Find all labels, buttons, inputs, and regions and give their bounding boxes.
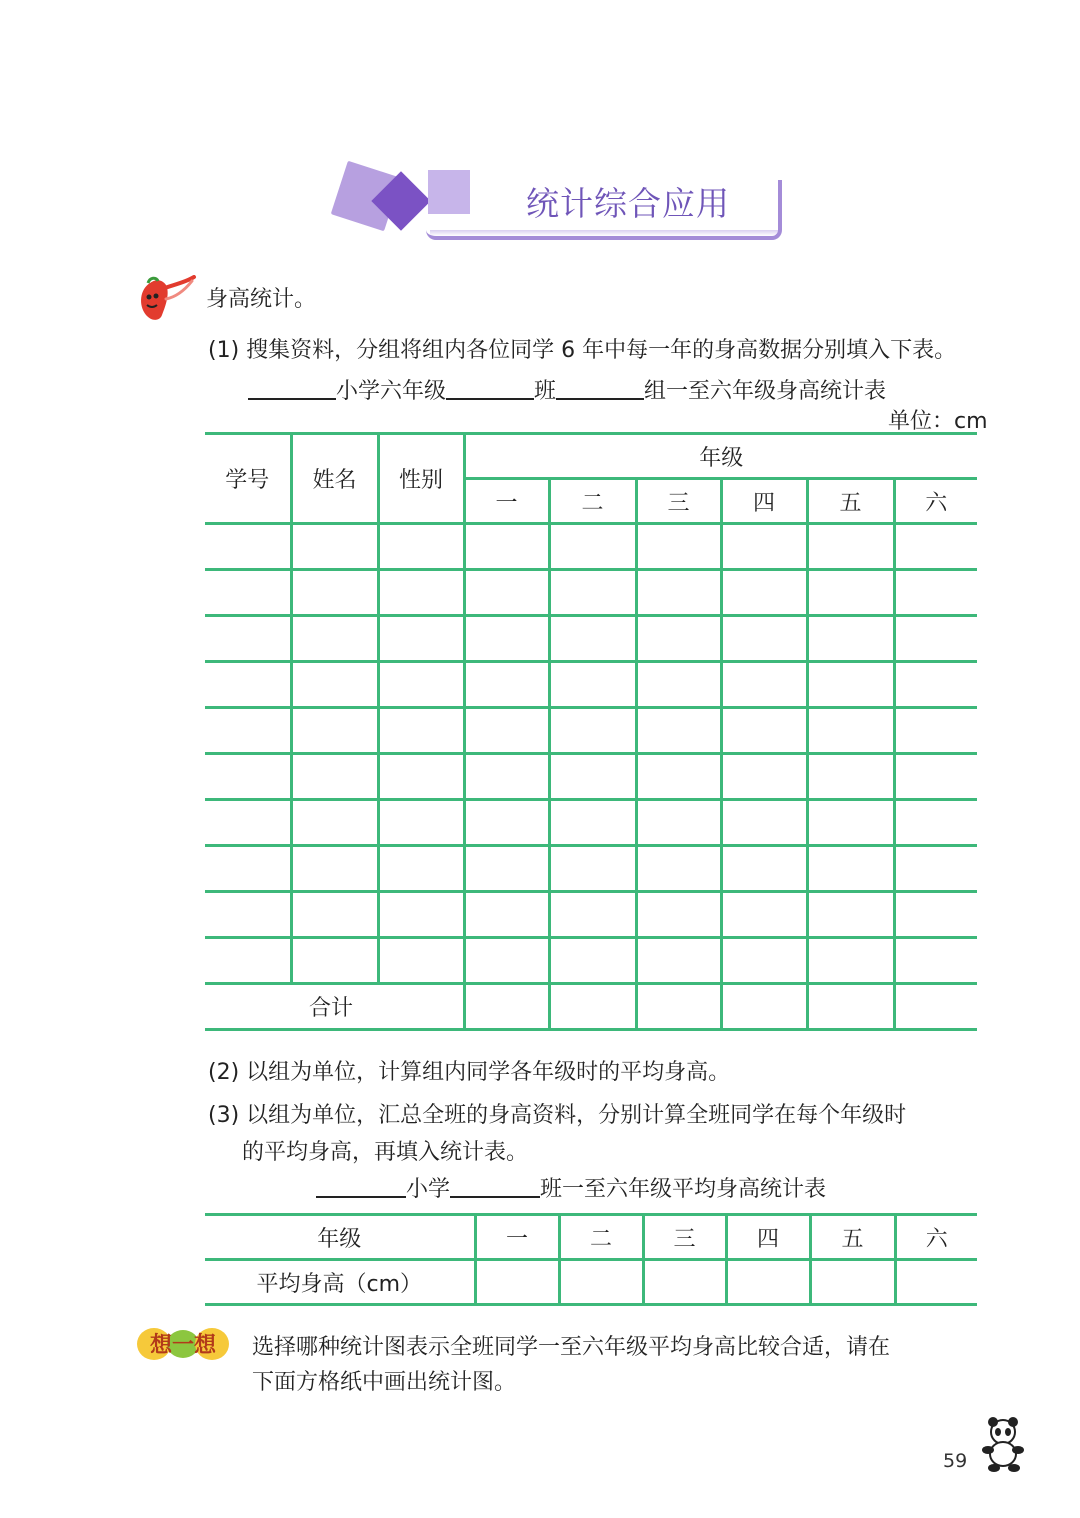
table-cell[interactable] [205, 754, 291, 800]
table-row [205, 616, 977, 662]
table-cell[interactable] [721, 846, 807, 892]
table-cell[interactable] [810, 1260, 895, 1305]
table-cell[interactable] [636, 524, 721, 570]
table-cell[interactable] [721, 708, 807, 754]
table-cell[interactable] [205, 708, 291, 754]
table-cell[interactable] [807, 616, 894, 662]
header-grade-1: 一 [475, 1215, 559, 1260]
table-cell[interactable] [378, 846, 464, 892]
caption-text: 班 [534, 379, 557, 404]
table-cell[interactable] [549, 846, 636, 892]
table-cell[interactable] [721, 524, 807, 570]
table-cell[interactable] [636, 708, 721, 754]
total-row [205, 984, 977, 1030]
table-cell[interactable] [464, 570, 549, 616]
table-cell[interactable] [549, 708, 636, 754]
table-cell[interactable] [378, 616, 464, 662]
table-cell[interactable] [636, 662, 721, 708]
header-grade-5: 五 [807, 479, 894, 524]
caption-text: 小学 [406, 1177, 451, 1202]
table-cell[interactable] [636, 846, 721, 892]
table-cell[interactable] [807, 846, 894, 892]
table-cell[interactable] [291, 800, 378, 846]
section-banner [330, 160, 790, 250]
table1-unit: 单位：cm [888, 409, 988, 434]
height-record-table [205, 432, 977, 1031]
table-cell[interactable] [636, 938, 721, 984]
table-row [205, 846, 977, 892]
table-cell[interactable] [636, 892, 721, 938]
table-cell[interactable] [378, 892, 464, 938]
instruction-part-2: (2) 以组为单位，计算组内同学各年级时的平均身高。 [208, 1060, 731, 1085]
think-prompt-cont: 下面方格纸中画出统计图。 [252, 1370, 517, 1395]
table-cell[interactable] [894, 754, 977, 800]
table-cell[interactable] [205, 570, 291, 616]
table-row [205, 570, 977, 616]
table-cell[interactable] [464, 662, 549, 708]
total-label: 合计 [205, 984, 464, 1030]
table-row [205, 662, 977, 708]
table-cell[interactable] [378, 708, 464, 754]
table-cell[interactable] [464, 892, 549, 938]
header-grade-2: 二 [549, 479, 636, 524]
table-cell[interactable] [721, 938, 807, 984]
table-cell[interactable] [894, 708, 977, 754]
fill-blank-class[interactable] [446, 380, 534, 400]
chili-pepper-icon [136, 275, 198, 325]
fill-blank-school[interactable] [316, 1178, 406, 1198]
table-cell[interactable] [205, 800, 291, 846]
header-grade-5: 五 [810, 1215, 895, 1260]
header-grade-2: 二 [559, 1215, 643, 1260]
fill-blank-class[interactable] [450, 1178, 540, 1198]
header-grade-6: 六 [895, 1215, 977, 1260]
table-cell[interactable] [549, 800, 636, 846]
table-row [205, 754, 977, 800]
row-label-average-height: 平均身高（cm） [205, 1260, 475, 1305]
table-cell[interactable] [636, 984, 721, 1030]
table1-caption [248, 374, 886, 405]
table-row [205, 800, 977, 846]
table-cell[interactable] [549, 616, 636, 662]
table-cell[interactable] [549, 570, 636, 616]
fill-blank-group[interactable] [556, 380, 644, 400]
table-cell[interactable] [807, 662, 894, 708]
table-cell[interactable] [807, 800, 894, 846]
think-prompt: 选择哪种统计图表示全班同学一至六年级平均身高比较合适，请在 [252, 1335, 891, 1360]
table-row [205, 524, 977, 570]
question-title: 身高统计。 [206, 287, 317, 312]
header-grade-4: 四 [726, 1215, 810, 1260]
table-cell[interactable] [291, 708, 378, 754]
table-row [205, 938, 977, 984]
header-grade-3: 三 [643, 1215, 726, 1260]
table-cell[interactable] [894, 662, 977, 708]
table-cell[interactable] [636, 570, 721, 616]
table-cell[interactable] [894, 938, 977, 984]
header-grade-4: 四 [721, 479, 807, 524]
table-cell[interactable] [291, 570, 378, 616]
header-gender: 性别 [378, 434, 464, 524]
table-cell[interactable] [636, 616, 721, 662]
table-cell[interactable] [464, 984, 549, 1030]
table-cell[interactable] [894, 570, 977, 616]
table-cell[interactable] [205, 662, 291, 708]
table-cell[interactable] [721, 662, 807, 708]
table-cell[interactable] [894, 800, 977, 846]
table-cell[interactable] [895, 1260, 977, 1305]
table-cell[interactable] [894, 892, 977, 938]
table-cell[interactable] [807, 570, 894, 616]
table-cell[interactable] [807, 754, 894, 800]
table-cell[interactable] [205, 846, 291, 892]
table-cell[interactable] [205, 938, 291, 984]
average-height-table [205, 1213, 977, 1306]
table-cell[interactable] [378, 570, 464, 616]
table-cell[interactable] [643, 1260, 726, 1305]
table-cell[interactable] [721, 984, 807, 1030]
table-cell[interactable] [205, 524, 291, 570]
table-cell[interactable] [549, 984, 636, 1030]
table-cell[interactable] [378, 754, 464, 800]
table-cell[interactable] [378, 524, 464, 570]
table-cell[interactable] [721, 616, 807, 662]
table-cell[interactable] [807, 708, 894, 754]
caption-text: 组一至六年级身高统计表 [644, 379, 887, 404]
table-cell[interactable] [464, 616, 549, 662]
table-cell[interactable] [549, 524, 636, 570]
table-cell[interactable] [475, 1260, 559, 1305]
instruction-part-3-cont: 的平均身高，再填入统计表。 [242, 1140, 529, 1165]
table-cell[interactable] [464, 754, 549, 800]
table-row [205, 892, 977, 938]
instruction-part-3: (3) 以组为单位，汇总全班的身高资料，分别计算全班同学在每个年级时 [208, 1103, 907, 1128]
row-label-grade: 年级 [205, 1215, 475, 1260]
table-cell[interactable] [549, 662, 636, 708]
table-cell[interactable] [549, 892, 636, 938]
table-cell[interactable] [291, 846, 378, 892]
header-student-id: 学号 [205, 434, 291, 524]
think-badge-text: 想一想 [149, 1333, 217, 1358]
table-row [205, 708, 977, 754]
think-badge [136, 1326, 230, 1362]
table-cell[interactable] [291, 938, 378, 984]
page-title: 统计综合应用 [526, 184, 730, 223]
table-cell[interactable] [291, 524, 378, 570]
caption-text: 班一至六年级平均身高统计表 [540, 1177, 827, 1202]
table-cell[interactable] [464, 846, 549, 892]
header-grade-1: 一 [464, 479, 549, 524]
table-cell[interactable] [205, 616, 291, 662]
table-cell[interactable] [205, 892, 291, 938]
table-cell[interactable] [549, 754, 636, 800]
page-number: 59 [943, 1450, 968, 1472]
table-cell[interactable] [636, 800, 721, 846]
table-cell[interactable] [291, 616, 378, 662]
header-grade-6: 六 [894, 479, 977, 524]
table-cell[interactable] [378, 938, 464, 984]
table-cell[interactable] [807, 892, 894, 938]
table-cell[interactable] [721, 754, 807, 800]
table2-caption [316, 1172, 826, 1203]
table-cell[interactable] [464, 524, 549, 570]
table-cell[interactable] [894, 524, 977, 570]
caption-text: 小学六年级 [336, 379, 447, 404]
fill-blank-school[interactable] [248, 380, 336, 400]
table-cell[interactable] [807, 984, 894, 1030]
table-cell[interactable] [378, 800, 464, 846]
table-cell[interactable] [807, 524, 894, 570]
table-cell[interactable] [559, 1260, 643, 1305]
table-cell[interactable] [464, 938, 549, 984]
instruction-part-1: (1) 搜集资料，分组将组内各位同学 6 年中每一年的身高数据分别填入下表。 [208, 338, 957, 363]
table-cell[interactable] [726, 1260, 810, 1305]
header-grade: 年级 [464, 434, 977, 479]
table-cell[interactable] [721, 892, 807, 938]
table-cell[interactable] [291, 662, 378, 708]
table-cell[interactable] [636, 754, 721, 800]
table-cell[interactable] [291, 754, 378, 800]
table-cell[interactable] [894, 846, 977, 892]
header-name: 姓名 [291, 434, 378, 524]
table-cell[interactable] [549, 938, 636, 984]
header-grade-3: 三 [636, 479, 721, 524]
panda-icon [976, 1416, 1030, 1474]
table-cell[interactable] [291, 892, 378, 938]
table-cell[interactable] [807, 938, 894, 984]
table-cell[interactable] [721, 570, 807, 616]
table-cell[interactable] [894, 984, 977, 1030]
table-cell[interactable] [464, 800, 549, 846]
table-cell[interactable] [894, 616, 977, 662]
table-cell[interactable] [378, 662, 464, 708]
table-cell[interactable] [721, 800, 807, 846]
table-cell[interactable] [464, 708, 549, 754]
